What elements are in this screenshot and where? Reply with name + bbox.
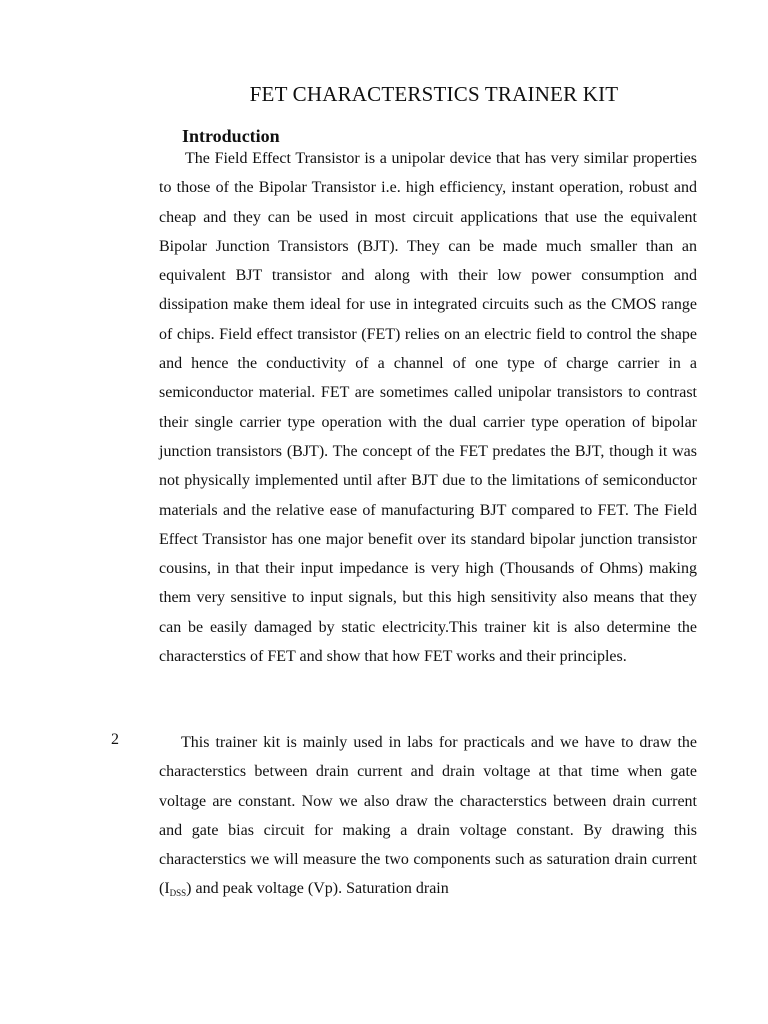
paragraph-trainer-kit-usage [159, 728, 697, 909]
page-number: 2 [111, 731, 119, 748]
paragraph-usage-text-cont: ) and peak voltage (Vp). Saturation drain [186, 880, 449, 898]
document-title: FET CHARACTERSTICS TRAINER KIT [249, 82, 619, 106]
paragraph-introduction-text: The Field Effect Transistor is a unipolar device that has very similar properties to those of the Bipolar Transistor i.e. high efficiency, instant operation, robust and cheap and they can be used in most circuit applications that use the equivalent Bipolar Junction Transistors (BJT). They can be made much smaller than an equivalent BJT transistor and along with their low power consumption and dissipation make them ideal for use in integrated circuits such as the CMOS range of chips. Field effect transistor (FET) relies on an electric field to control the shape and hence the conductivity of a channel of one type of charge carrier in a semiconductor material. FET are sometimes called unipolar transistors to contrast their single carrier type operation with the dual carrier type operation of bipolar junction transistors (BJT). The concept of the FET predates the BJT, though it was not physically implemented until after BJT due to the limitations of semiconductor materials and the relative ease of manufacturing BJT compared to FET. The Field Effect Transistor has one major benefit over its standard bipolar junction transistor cousins, in that their input impedance is very high (Thousands of Ohms) making them very sensitive to input signals, but this high sensitivity also means that they can be easily damaged by static electricity.This trainer kit is also determine the characterstics of FET and show that how FET works and their principles. [159, 150, 697, 666]
paragraph-introduction [159, 144, 697, 671]
section-heading-introduction: Introduction [182, 126, 280, 146]
paragraph-usage-text: This trainer kit is mainly used in labs for practicals and we have to draw the characterstics between drain current and drain voltage at that time when gate voltage are constant. Now we also draw the characterstics between drain current and gate bias circuit for making a drain voltage constant. By drawing this characterstics we will measure the two components such as saturation drain current (I [159, 734, 697, 898]
idss-subscript: DSS [169, 888, 187, 899]
